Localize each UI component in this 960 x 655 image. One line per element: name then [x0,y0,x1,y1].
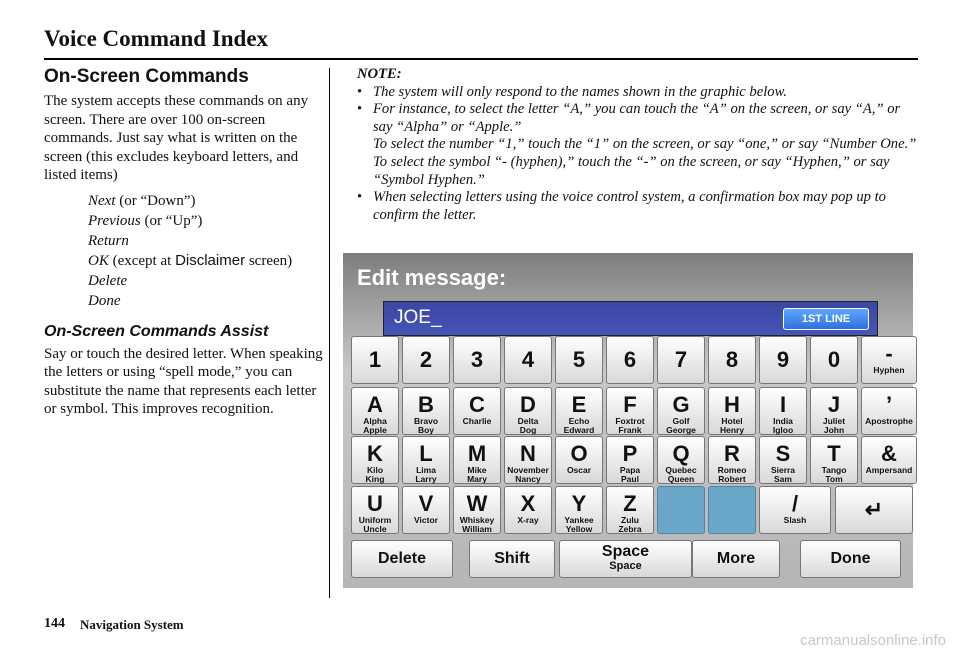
key-phonetic: Hotel Henry [719,416,745,435]
key-phonetic: Echo Edward [563,416,595,435]
key-char: 1 [368,347,382,372]
key-phonetic: Charlie [462,416,492,426]
subsection-heading: On-Screen Commands Assist [44,322,269,340]
enter-key[interactable] [835,486,913,534]
key-phonetic: Zulu Zebra [618,515,642,534]
key-char: B [418,392,434,417]
space-sublabel: Space [609,560,642,572]
key-char: - [885,341,893,366]
key-2[interactable] [402,336,450,384]
key-char: X [520,491,536,516]
key-char: V [418,491,434,516]
key-phonetic: Ampersand [865,465,913,475]
note-bullet-2-number: To select the number “1,” touch the “1” on the screen, or say “one,” or say “Number One.” [373,136,917,153]
command-return: Return [88,232,129,249]
key-char: 5 [572,347,586,372]
key-phonetic: Bravo Boy [413,416,439,435]
message-value: JOE_ [394,307,442,328]
first-line-button[interactable]: 1ST LINE [783,308,869,330]
key-phonetic: Hyphen [873,365,905,375]
key-char: / [791,491,799,516]
key-4[interactable] [504,336,552,384]
key-9[interactable] [759,336,807,384]
key-r[interactable] [708,436,756,484]
intro-paragraph: The system accepts these commands on any screen. There are over 100 on-screen commands. Just say what is written on the screen (this excludes keyboard letters, and listed items) [44,93,309,183]
footer-text: Navigation System [80,617,184,632]
key-h[interactable] [708,387,756,435]
key-v[interactable] [402,486,450,534]
key-phonetic: Apostrophe [865,416,913,426]
key-phonetic: X-ray [517,515,539,525]
key-char: F [623,392,637,417]
key-char: C [469,392,485,417]
section-heading: On-Screen Commands [44,66,249,87]
key-w[interactable] [453,486,501,534]
key-phonetic: Romeo Robert [717,465,747,484]
page-title: Voice Command Index [44,26,269,51]
key-j[interactable] [810,387,858,435]
key-s[interactable] [759,436,807,484]
key-phonetic: Uniform Uncle [358,515,392,534]
key-phonetic: Oscar [566,465,592,475]
key-char: 7 [674,347,688,372]
key-char: 2 [419,347,433,372]
command-delete: Delete [88,272,128,289]
key-hyphen[interactable] [861,336,917,384]
key-t[interactable] [810,436,858,484]
note-bullet-2: • For instance, to select the letter “A,” you can touch the “A” on the screen, or say “A,” or say “Alpha” or “Apple.” [357,101,917,136]
note-bullet-2-symbol: To select the symbol “- (hyphen),” touch the “-” on the screen, or say “Hyphen,” or say “Symbol Hyphen.” [373,153,890,188]
key-y[interactable] [555,486,603,534]
key-c[interactable] [453,387,501,435]
left-column [44,66,326,419]
delete-button[interactable]: Delete [351,540,453,578]
key-ampersand[interactable] [861,436,917,484]
key-char: 8 [725,347,739,372]
key-char: J [827,392,841,417]
key-x[interactable] [504,486,552,534]
keyboard-screen [343,253,913,588]
key-8[interactable] [708,336,756,384]
key-phonetic: Delta Dog [517,416,539,435]
key-phonetic: Victor [414,515,438,525]
title-rule [44,58,918,60]
key-apostrophe[interactable] [861,387,917,435]
key-phonetic: Whiskey William [459,515,495,534]
note-block [357,66,917,224]
command-previous: Previous (or “Up”) [88,212,203,229]
key-0[interactable] [810,336,858,384]
key-slash[interactable] [759,486,831,534]
key-char: E [571,392,587,417]
key-char: N [520,441,536,466]
key-b[interactable] [402,387,450,435]
key-char: A [367,392,383,417]
key-p[interactable] [606,436,654,484]
key-char: P [622,441,638,466]
note-heading: NOTE: [357,66,402,82]
key-n[interactable] [504,436,552,484]
key-a[interactable] [351,387,399,435]
key-char: I [779,392,787,417]
key-5[interactable] [555,336,603,384]
key-m[interactable] [453,436,501,484]
key-g[interactable] [657,387,705,435]
key-phonetic: Yankee Yellow [564,515,594,534]
key-char: U [367,491,383,516]
key-char: D [520,392,536,417]
screen-title: Edit message: [357,265,507,290]
key-phonetic: Juliet John [822,416,846,435]
key-char: O [570,441,588,466]
shift-button[interactable]: Shift [469,540,555,578]
key-char: ’ [885,392,893,417]
key-blank-2[interactable] [708,486,756,534]
command-ok: OK (except at Disclaimer screen) [88,251,293,269]
key-1[interactable] [351,336,399,384]
key-char: R [724,441,740,466]
key-char: 4 [521,347,535,372]
key-char: & [881,441,897,466]
key-phonetic: Mike Mary [467,465,487,484]
key-phonetic: India Igloo [772,416,794,435]
key-char: K [367,441,383,466]
key-k[interactable] [351,436,399,484]
key-char: 9 [776,347,790,372]
key-phonetic: Slash [783,515,807,525]
command-list [88,191,326,311]
key-u[interactable] [351,486,399,534]
key-char: G [672,392,690,417]
key-phonetic: Golf George [666,416,696,435]
key-phonetic: Lima Larry [415,465,437,484]
key-phonetic: Foxtrot Frank [615,416,645,435]
key-char: Y [571,491,587,516]
watermark: carmanualsonline.info [800,632,946,649]
assist-paragraph: Say or touch the desired letter. When speaking the letters or using “spell mode,” you can substitute the name that represents each letter or symbol. This improves recognition. [44,345,323,417]
key-char: M [467,441,487,466]
space-label: Space [601,543,650,560]
column-divider [329,68,330,598]
key-char: T [827,441,841,466]
key-l[interactable] [402,436,450,484]
key-phonetic: Quebec Queen [665,465,697,484]
key-6[interactable] [606,336,654,384]
key-char: Z [623,491,637,516]
key-i[interactable] [759,387,807,435]
space-button[interactable] [559,540,692,578]
key-e[interactable] [555,387,603,435]
done-button[interactable]: Done [800,540,901,578]
key-phonetic: Tango Tom [821,465,847,484]
key-char: 3 [470,347,484,372]
key-phonetic: November Nancy [507,465,549,484]
key-3[interactable] [453,336,501,384]
key-char: L [419,441,433,466]
key-z[interactable] [606,486,654,534]
key-char: Q [672,441,690,466]
more-button[interactable]: More [692,540,780,578]
message-input[interactable] [383,301,878,336]
command-next: Next (or “Down”) [88,192,196,209]
key-o[interactable] [555,436,603,484]
key-phonetic: Papa Paul [619,465,641,484]
enter-icon: ↵ [864,497,884,522]
key-char: S [775,441,791,466]
key-7[interactable] [657,336,705,384]
key-phonetic: Kilo King [365,465,385,484]
key-char: 0 [827,347,841,372]
key-char: H [724,392,740,417]
key-blank-1[interactable] [657,486,705,534]
command-done: Done [88,292,121,309]
note-bullet-1: • The system will only respond to the names shown in the graphic below. [357,84,917,102]
note-bullet-3: • When selecting letters using the voice control system, a confirmation box may pop up to confirm the letter. [357,189,917,224]
key-q[interactable] [657,436,705,484]
key-phonetic: Sierra Sam [770,465,796,484]
key-char: W [466,491,488,516]
key-phonetic: Alpha Apple [363,416,387,435]
key-d[interactable] [504,387,552,435]
key-f[interactable] [606,387,654,435]
key-char: 6 [623,347,637,372]
page-number: 144 [44,616,65,631]
